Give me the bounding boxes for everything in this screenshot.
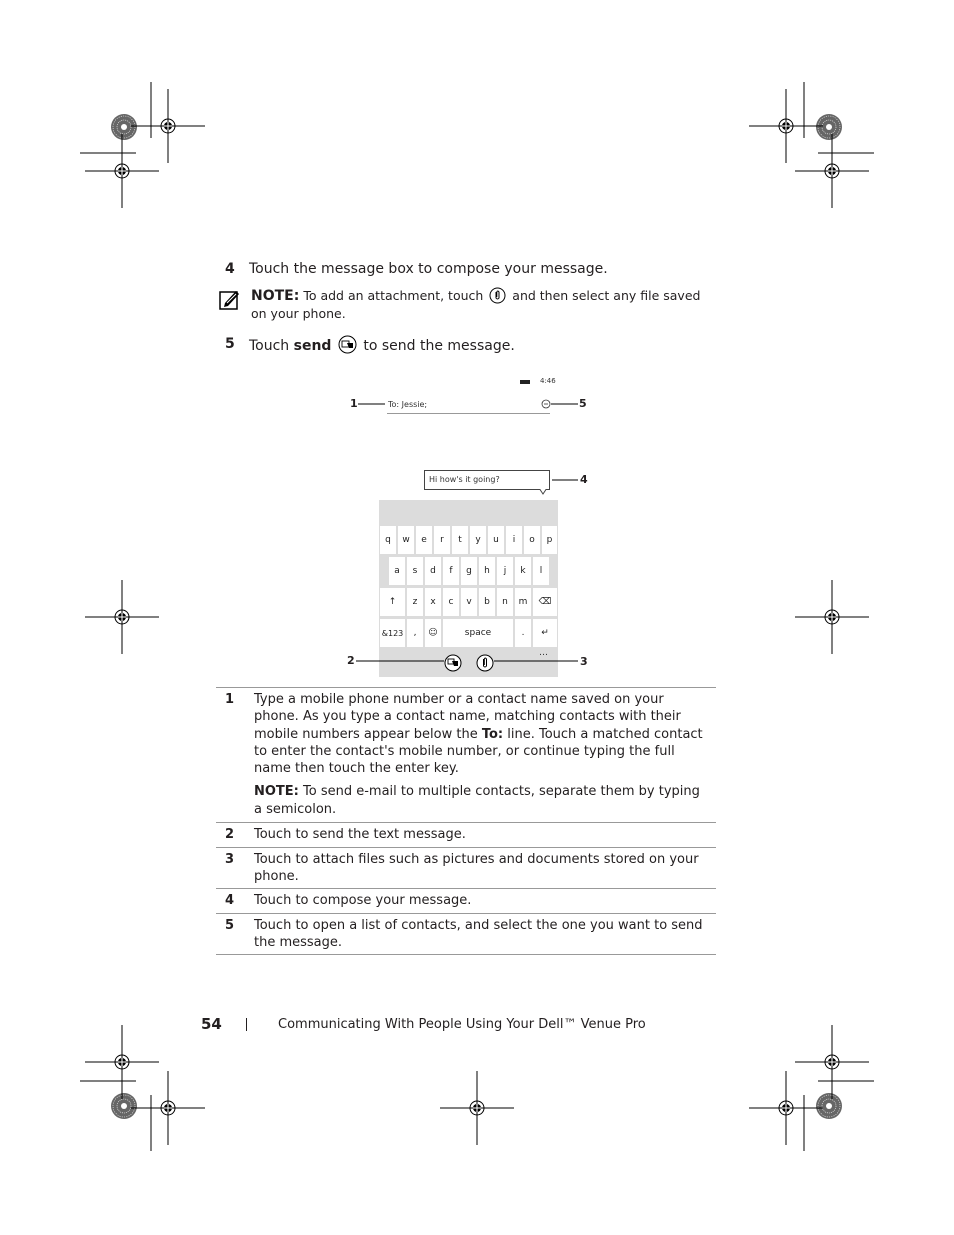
key-k[interactable]: k — [515, 557, 531, 585]
to-label: To: — [481, 726, 504, 742]
row-number: 3 — [225, 851, 235, 867]
step-number: 5 — [225, 336, 235, 352]
row-text — [254, 691, 710, 777]
key-w[interactable]: w — [398, 526, 414, 554]
key-z[interactable]: z — [407, 588, 423, 616]
key-shift[interactable]: ↑ — [380, 588, 405, 616]
key-u[interactable]: u — [488, 526, 504, 554]
step-text-before: Touch — [249, 338, 294, 354]
key-enter[interactable]: ↵ — [533, 619, 557, 647]
chapter-title: Communicating With People Using Your Dell™ Venue Pro — [278, 1017, 646, 1032]
row-text-before: Type a mobile phone number or a contact name saved on your phone. As you type a contact name, matching contacts with their mobile numbers appear below the — [254, 692, 681, 742]
battery-icon — [520, 380, 530, 384]
note-label: NOTE: — [254, 784, 299, 800]
key-p[interactable]: p — [542, 526, 557, 554]
key-comma[interactable]: , — [407, 619, 423, 647]
to-field[interactable]: To: Jessie; — [388, 400, 428, 409]
note-text-before: To add an attachment, touch — [299, 288, 488, 303]
step-text: Touch the message box to compose your message. — [249, 261, 608, 277]
key-space[interactable]: space — [443, 619, 513, 647]
key-b[interactable]: b — [479, 588, 495, 616]
table-row — [216, 688, 716, 823]
key-v[interactable]: v — [461, 588, 477, 616]
row-text: Touch to attach files such as pictures and documents stored on your phone. — [254, 851, 699, 885]
callout-lines — [340, 395, 600, 675]
row-number: 4 — [225, 893, 235, 909]
note-pencil-icon — [219, 288, 241, 310]
key-a[interactable]: a — [389, 557, 405, 585]
row-text: Touch to open a list of contacts, and select the one you want to send the message. — [254, 917, 703, 950]
send-label: send — [293, 338, 332, 354]
key-h[interactable]: h — [479, 557, 495, 585]
paperclip-icon — [489, 287, 506, 304]
footer-divider — [246, 1018, 247, 1031]
key-x[interactable]: x — [425, 588, 441, 616]
key-e[interactable]: e — [416, 526, 432, 554]
key-symbols[interactable]: &123 — [380, 619, 405, 647]
note-label: NOTE: — [251, 288, 300, 304]
key-q[interactable]: q — [380, 526, 396, 554]
key-s[interactable]: s — [407, 557, 423, 585]
row-number: 1 — [225, 692, 235, 707]
key-d[interactable]: d — [425, 557, 441, 585]
key-period[interactable]: . — [515, 619, 531, 647]
step-text — [249, 335, 515, 355]
key-y[interactable]: y — [470, 526, 486, 554]
row-text-after: line. Touch a matched contact to enter the contact's mobile number, or continue typing the full name then touch the enter key. — [254, 726, 703, 777]
table-row — [216, 823, 716, 847]
table-row — [216, 889, 716, 913]
key-m[interactable]: m — [515, 588, 531, 616]
key-t[interactable]: t — [452, 526, 468, 554]
key-f[interactable]: f — [443, 557, 459, 585]
key-o[interactable]: o — [524, 526, 540, 554]
row-text: Touch to compose your message. — [254, 893, 472, 909]
callout-4: 4 — [580, 473, 588, 486]
step-text-after: to send the message. — [358, 338, 515, 354]
row-text: Touch to send the text message. — [254, 827, 466, 843]
send-icon — [338, 335, 357, 354]
callout-1: 1 — [350, 397, 358, 410]
key-c[interactable]: c — [443, 588, 459, 616]
key-backspace[interactable]: ⌫ — [533, 588, 557, 616]
status-time: 4:46 — [540, 377, 556, 385]
callout-3: 3 — [580, 655, 588, 668]
key-g[interactable]: g — [461, 557, 477, 585]
callout-table — [216, 687, 716, 955]
note-text-after: and then select any file saved on your phone. — [251, 288, 701, 321]
key-j[interactable]: j — [497, 557, 513, 585]
row-number: 2 — [225, 827, 235, 843]
note-text: To send e-mail to multiple contacts, separate them by typing a semicolon. — [254, 784, 700, 818]
key-l[interactable]: l — [533, 557, 549, 585]
more-menu[interactable]: … — [539, 648, 548, 658]
message-text: Hi how's it going? — [429, 475, 500, 484]
table-row — [216, 848, 716, 890]
key-emoji[interactable]: ☺ — [425, 619, 441, 647]
step-number: 4 — [225, 261, 235, 277]
key-r[interactable]: r — [434, 526, 450, 554]
row-note — [254, 783, 710, 819]
row-number: 5 — [225, 917, 235, 933]
callout-2: 2 — [347, 654, 355, 667]
table-row — [216, 914, 716, 956]
key-i[interactable]: i — [506, 526, 522, 554]
attachment-note — [251, 287, 716, 323]
key-n[interactable]: n — [497, 588, 513, 616]
page-number: 54 — [201, 1015, 222, 1033]
callout-5: 5 — [579, 397, 587, 410]
